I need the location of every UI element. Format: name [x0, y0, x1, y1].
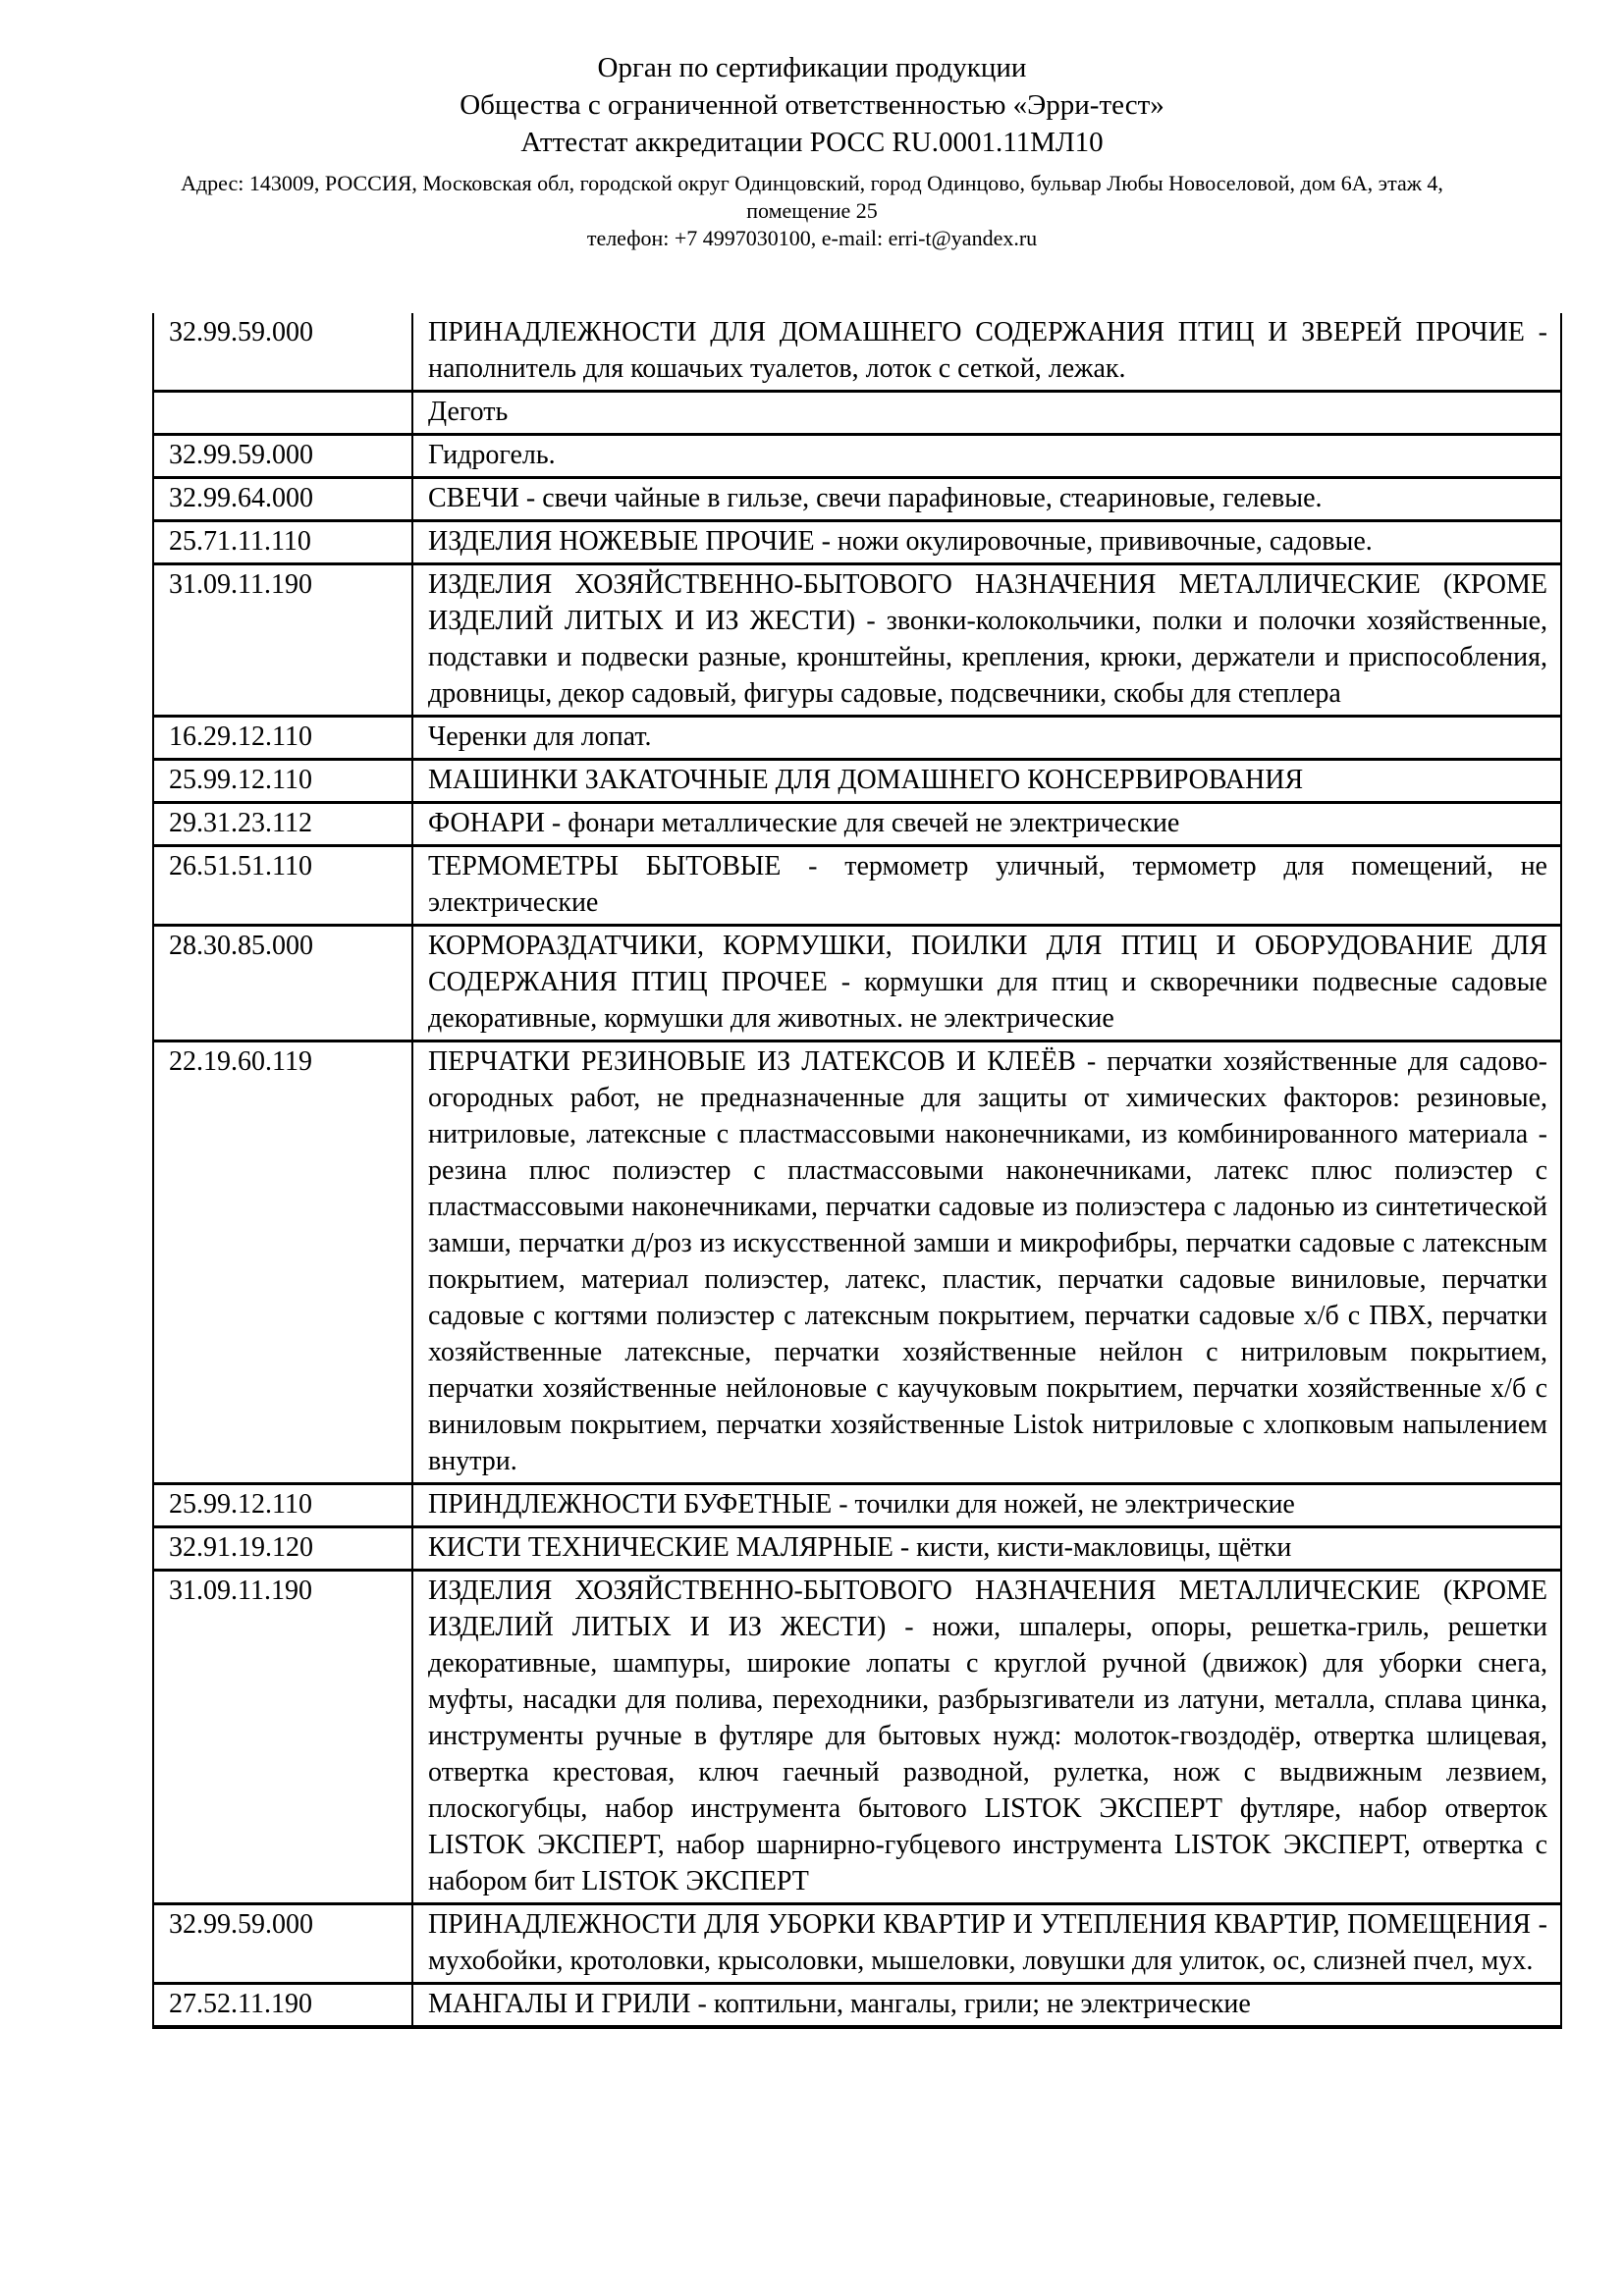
- product-codes-table: [152, 313, 1562, 2029]
- table-row: [153, 1484, 1561, 1527]
- table-row: [153, 313, 1561, 392]
- product-description-cell: [412, 1984, 1561, 2028]
- product-description-cell: [412, 1484, 1561, 1527]
- table-row: [153, 1041, 1561, 1484]
- product-code-cell: 22.19.60.119: [153, 1041, 412, 1484]
- product-detail-text: Гидрогель.: [428, 440, 556, 470]
- product-description-cell: [412, 1527, 1561, 1571]
- product-code-cell: 25.71.11.110: [153, 521, 412, 564]
- product-detail-text: ножи, шпалеры, опоры, решетка-гриль, решетки декоративные, шампуры, широкие лопаты с круглой ручной (движок) для уборки снега, муфты, насадки для полива, переходники, разбрызгиватели из латуни, металла, сплава цинка, инструменты ручные в футляре для бытовых нужд: молоток-гвоздодёр, отвертка шлицевая, отвертка крестовая, ключ гаечный разводной, рулетка, нож с выдвижным лезвием, плоскогубцы, набор инструмента бытового LISTOK ЭКСПЕРТ футляре, набор отверток LISTOK ЭКСПЕРТ, набор шарнирно-губцевого инструмента LISTOK ЭКСПЕРТ, отвертка с набором бит LISTOK ЭКСПЕРТ: [428, 1612, 1547, 1896]
- product-description-cell: [412, 1571, 1561, 1904]
- product-description-cell: [412, 313, 1561, 392]
- product-detail-text: коптильни, мангалы, грили; не электрические: [713, 1989, 1251, 2019]
- product-detail-text: кормушки для птиц и скворечники подвесные садовые декоративные, кормушки для животных. не электрические: [428, 967, 1547, 1034]
- product-description-cell: [412, 760, 1561, 803]
- table-row: [153, 521, 1561, 564]
- table-row: [153, 1571, 1561, 1904]
- product-category-title: ПРИНАДЛЕЖНОСТИ ДЛЯ УБОРКИ КВАРТИР И УТЕПЛЕНИЯ КВАРТИР, ПОМЕЩЕНИЯ: [428, 1909, 1532, 1940]
- header-company-line: Общества с ограниченной ответственностью «Эрри-тест»: [460, 89, 1164, 121]
- title-detail-separator: -: [814, 526, 838, 557]
- product-description-cell: [412, 521, 1561, 564]
- product-category-title: МАШИНКИ ЗАКАТОЧНЫЕ ДЛЯ ДОМАШНЕГО КОНСЕРВИРОВАНИЯ: [428, 765, 1304, 795]
- product-detail-text: свечи чайные в гильзе, свечи парафиновые, стеариновые, гелевые.: [542, 483, 1323, 513]
- product-detail-text: перчатки хозяйственные для садово-огородных работ, не предназначенные для защиты от химических факторов: резиновые, нитриловые, латексные с пластмассовыми наконечниками, из комбинированного материала - резина плюс полиэстер с пластмассовыми наконечниками, латекс плюс полиэстер с пластмассовыми наконечниками, перчатки садовые из полиэстера с ладонью из синтетической замши, перчатки д/роз из искусственной замши и микрофибры, перчатки садовые с латексным покрытием, материал полиэстер, латекс, пластик, перчатки садовые виниловые, перчатки садовые с когтями полиэстер с латексным покрытием, перчатки садовые х/б с ПВХ, перчатки хозяйственные латексные, перчатки хозяйственные нейлон с нитриловым покрытием, перчатки хозяйственные нейлоновые с каучуковым покрытием, перчатки хозяйственные х/б с виниловым покрытием, перчатки хозяйственные Listok нитриловые с хлопковым напылением внутри.: [428, 1046, 1547, 1476]
- title-detail-separator: -: [1531, 1909, 1547, 1940]
- table-row: [153, 478, 1561, 521]
- title-detail-separator: -: [1075, 1046, 1108, 1077]
- header-contact-line: телефон: +7 4997030100, e-mail: erri-t@yandex.ru: [586, 226, 1038, 250]
- title-detail-separator: -: [893, 1532, 917, 1563]
- product-code-cell: 32.99.59.000: [153, 435, 412, 478]
- product-code-cell: 25.99.12.110: [153, 760, 412, 803]
- header-address-line-1: Адрес: 143009, РОССИЯ, Московская обл, городской округ Одинцовский, город Одинцово, бульвар Любы Новоселовой, дом 6А, этаж 4,: [181, 171, 1443, 195]
- product-description-cell: [412, 717, 1561, 760]
- product-description-cell: [412, 478, 1561, 521]
- title-detail-separator: -: [518, 483, 543, 513]
- product-code-cell: [153, 392, 412, 435]
- product-detail-text: ножи окулировочные, прививочные, садовые.: [837, 526, 1373, 557]
- product-description-cell: [412, 926, 1561, 1041]
- title-detail-separator: -: [886, 1612, 933, 1642]
- product-detail-text: мухобойки, кротоловки, крысоловки, мышеловки, ловушки для улиток, ос, слизней пчел, мух.: [428, 1946, 1534, 1976]
- product-detail-text: Деготь: [428, 397, 509, 427]
- product-description-cell: [412, 564, 1561, 717]
- table-row: [153, 435, 1561, 478]
- product-code-cell: 29.31.23.112: [153, 803, 412, 846]
- product-category-title: МАНГАЛЫ И ГРИЛИ: [428, 1989, 691, 2019]
- title-detail-separator: -: [544, 808, 568, 838]
- product-detail-text: термометр уличный, термометр для помещений, не электрические: [428, 851, 1547, 918]
- table-row: [153, 760, 1561, 803]
- product-detail-text: фонари металлические для свечей не электрические: [568, 808, 1180, 838]
- product-description-cell: [412, 1041, 1561, 1484]
- table-row: [153, 846, 1561, 926]
- product-code-cell: 31.09.11.190: [153, 1571, 412, 1904]
- product-detail-text: звонки-колокольчики, полки и полочки хозяйственные, подставки и подвески разные, кронштейны, крепления, крюки, держатели и приспособления, дровницы, декор садовый, фигуры садовые, подсвечники, скобы для степлера: [428, 606, 1547, 709]
- product-code-cell: 26.51.51.110: [153, 846, 412, 926]
- product-category-title: ПЕРЧАТКИ РЕЗИНОВЫЕ ИЗ ЛАТЕКСОВ И КЛЕЁВ: [428, 1046, 1076, 1077]
- product-description-cell: [412, 846, 1561, 926]
- product-description-cell: [412, 435, 1561, 478]
- product-code-cell: 31.09.11.190: [153, 564, 412, 717]
- product-category-title: ПРИНДЛЕЖНОСТИ БУФЕТНЫЕ: [428, 1489, 833, 1520]
- title-detail-separator: -: [855, 606, 887, 636]
- table-row: [153, 803, 1561, 846]
- product-code-cell: 25.99.12.110: [153, 1484, 412, 1527]
- title-detail-separator: -: [690, 1989, 714, 2019]
- table-row: [153, 717, 1561, 760]
- product-category-title: КИСТИ ТЕХНИЧЕСКИЕ МАЛЯРНЫЕ: [428, 1532, 893, 1563]
- product-detail-text: кисти, кисти-макловицы, щётки: [916, 1532, 1292, 1563]
- product-code-cell: 32.99.64.000: [153, 478, 412, 521]
- title-detail-separator: -: [827, 967, 865, 997]
- table-row: [153, 1527, 1561, 1571]
- product-category-title: СВЕЧИ: [428, 483, 519, 513]
- product-category-title: КОРМОРАЗДАТЧИКИ, КОРМУШКИ, ПОИЛКИ ДЛЯ ПТИЦ И ОБОРУДОВАНИЕ ДЛЯ СОДЕРЖАНИЯ ПТИЦ ПРОЧЕЕ: [428, 931, 1547, 997]
- product-category-title: ИЗДЕЛИЯ ХОЗЯЙСТВЕННО-БЫТОВОГО НАЗНАЧЕНИЯ МЕТАЛЛИЧЕСКИЕ (КРОМЕ ИЗДЕЛИЙ ЛИТЫХ И ИЗ ЖЕСТИ): [428, 569, 1547, 636]
- title-detail-separator: -: [781, 851, 845, 881]
- product-description-cell: [412, 392, 1561, 435]
- product-detail-text: Черенки для лопат.: [428, 721, 652, 752]
- product-description-cell: [412, 803, 1561, 846]
- table-row: [153, 926, 1561, 1041]
- table-row: [153, 1904, 1561, 1984]
- product-code-cell: 32.99.59.000: [153, 1904, 412, 1984]
- header-address-line-2: помещение 25: [746, 198, 878, 223]
- product-category-title: ТЕРМОМЕТРЫ БЫТОВЫЕ: [428, 851, 782, 881]
- product-code-cell: 28.30.85.000: [153, 926, 412, 1041]
- product-codes-table-body: [153, 313, 1561, 2027]
- header-org-line: Орган по сертификации продукции: [597, 52, 1027, 83]
- product-code-cell: 27.52.11.190: [153, 1984, 412, 2028]
- product-category-title: ИЗДЕЛИЯ ХОЗЯЙСТВЕННО-БЫТОВОГО НАЗНАЧЕНИЯ МЕТАЛЛИЧЕСКИЕ (КРОМЕ ИЗДЕЛИЙ ЛИТЫХ И ИЗ ЖЕСТИ): [428, 1575, 1547, 1642]
- table-row: [153, 1984, 1561, 2028]
- document-header: [0, 0, 1624, 252]
- product-code-cell: 16.29.12.110: [153, 717, 412, 760]
- product-detail-text: точилки для ножей, не электрические: [854, 1489, 1295, 1520]
- table-row: [153, 564, 1561, 717]
- product-detail-text: наполнитель для кошачьих туалетов, лоток с сеткой, лежак.: [428, 353, 1126, 384]
- product-category-title: ФОНАРИ: [428, 808, 545, 838]
- table-row: [153, 392, 1561, 435]
- title-detail-separator: -: [832, 1489, 855, 1520]
- product-category-title: ИЗДЕЛИЯ НОЖЕВЫЕ ПРОЧИЕ: [428, 526, 815, 557]
- product-code-cell: 32.91.19.120: [153, 1527, 412, 1571]
- product-category-title: ПРИНАДЛЕЖНОСТИ ДЛЯ ДОМАШНЕГО СОДЕРЖАНИЯ ПТИЦ И ЗВЕРЕЙ ПРОЧИЕ: [428, 317, 1525, 347]
- product-description-cell: [412, 1904, 1561, 1984]
- header-attestation-line: Аттестат аккредитации РОСС RU.0001.11МЛ10: [520, 127, 1104, 158]
- product-code-cell: 32.99.59.000: [153, 313, 412, 392]
- title-detail-separator: -: [1524, 317, 1548, 347]
